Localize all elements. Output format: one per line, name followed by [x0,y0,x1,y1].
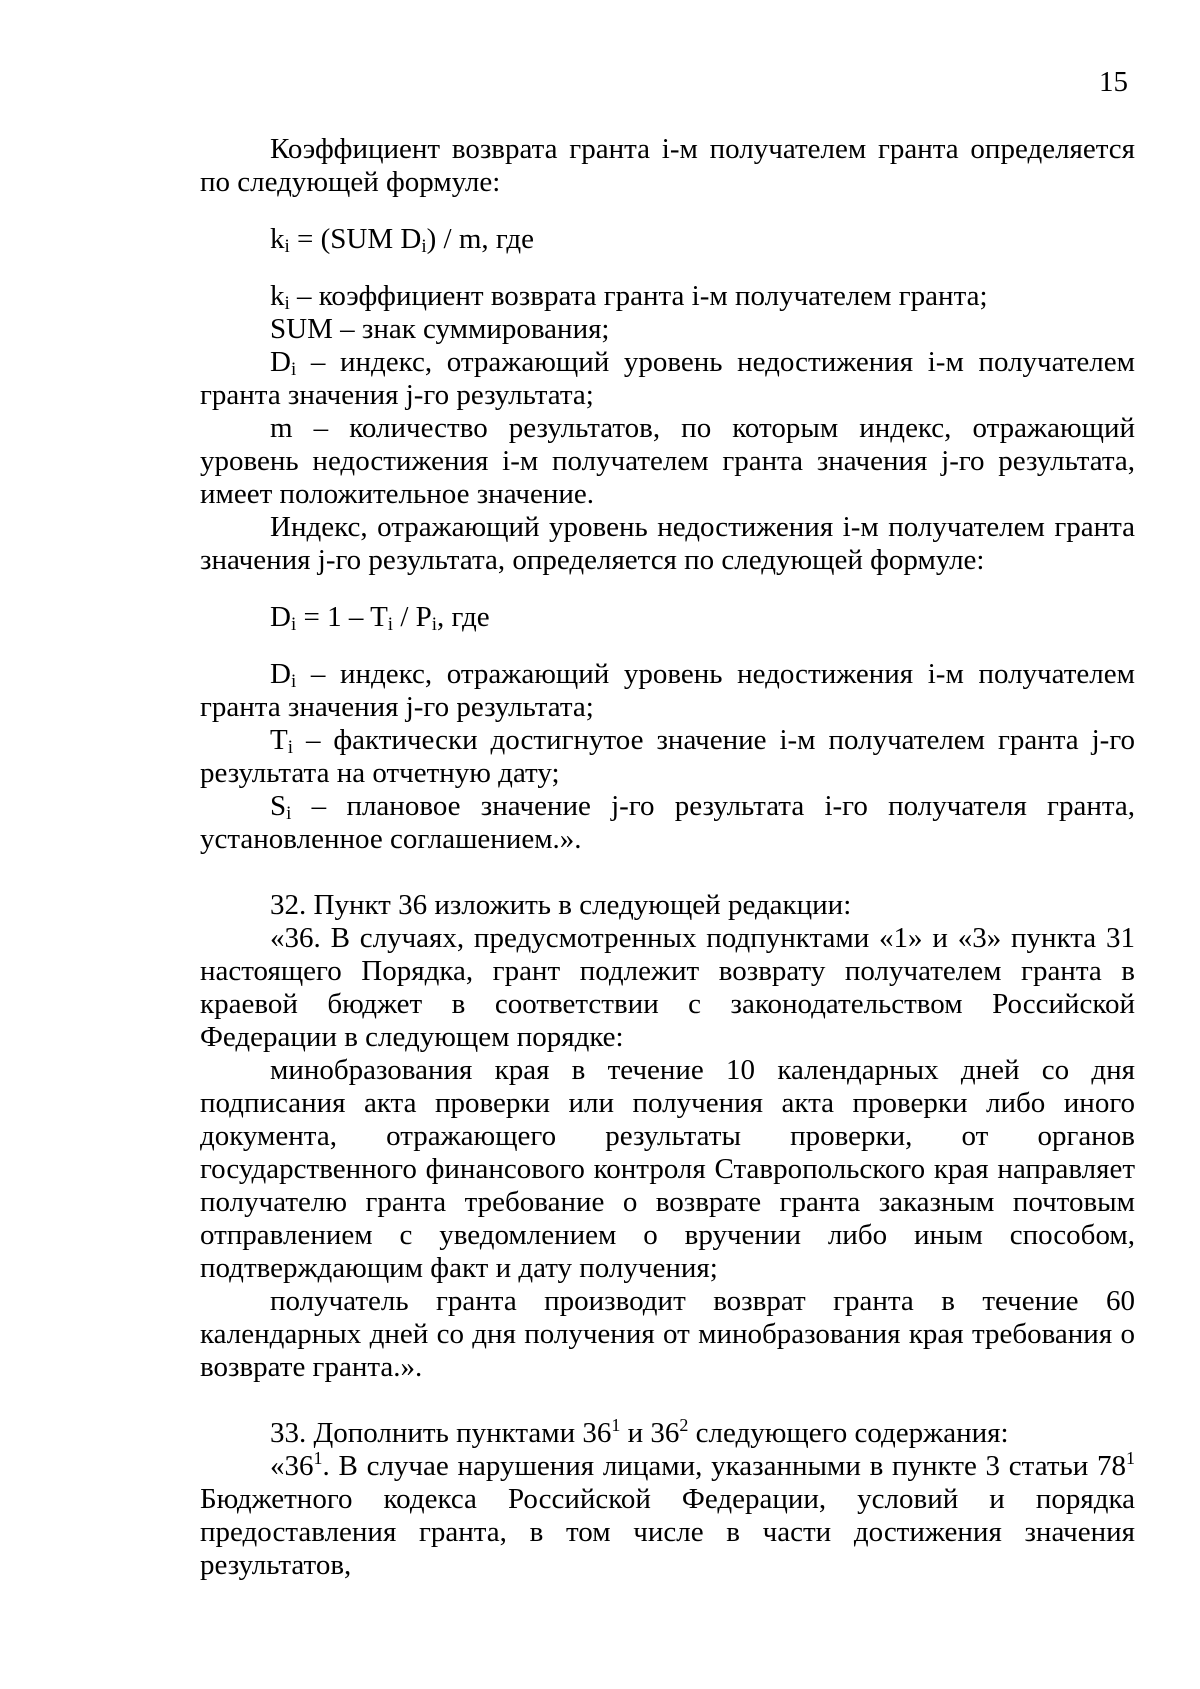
formula-ki-part: = (SUM D [289,223,422,255]
definition-subscript: i [286,803,292,824]
formula-di-part: , где [437,601,490,633]
definition-text: – фактически достигнутое значение i-м получателем гранта j-го результата на отчетную дату; [200,724,1135,789]
document-body [200,133,1135,1582]
definition-symbol: S [270,790,287,822]
definition-text: – индекс, отражающий уровень недостижения i-м получателем гранта значения j-го результата; [200,658,1135,723]
definition-text: – коэффициент возврата гранта i-м получателем гранта; [289,280,988,312]
paragraph-text: и 36 [620,1417,680,1449]
formula-ki-part: k [270,223,285,255]
paragraph-item-36: «36. В случаях, предусмотренных подпунктами «1» и «3» пункта 31 настоящего Порядка, грант подлежит возврату получателем гранта в краевой бюджет в соответствии с законодательством Российской Федерации в следующем порядке: [200,922,1135,1053]
definition-ki [200,280,1135,313]
definition-subscript: i [290,359,297,380]
definition-subscript: i [290,671,297,692]
formula-ki-subscript: i [284,236,290,257]
definition-symbol: k [270,280,285,312]
definition-text: – плановое значение j-го результата i-го получателя гранта, установленное соглашением.». [200,790,1135,855]
paragraph-item-33 [200,1417,1135,1450]
superscript: 1 [611,1415,621,1435]
formula-di [200,601,1135,634]
paragraph-text: следующего содержания: [688,1417,1009,1449]
superscript: 2 [679,1415,689,1435]
definition-subscript: i [287,737,293,758]
definition-ti [200,724,1135,790]
definition-di-2 [200,658,1135,724]
definition-symbol: T [270,724,288,756]
superscript: 1 [1126,1448,1135,1468]
paragraph-text: 33. Дополнить пунктами 36 [270,1417,612,1449]
paragraph-item-32: 32. Пункт 36 изложить в следующей редакции: [270,889,852,921]
paragraph-index-intro: Индекс, отражающий уровень недостижения i-м получателем гранта значения j-го результата, определяется по следующей формуле: [200,511,1135,576]
definition-subscript: i [284,293,290,314]
paragraph-text: . В случае нарушения лицами, указанными в пункте 3 статьи 78 [322,1450,1126,1482]
definition-text: – индекс, отражающий уровень недостижения i-м получателем гранта значения j-го результата; [200,346,1135,411]
formula-di-subscript: i [387,614,394,635]
page-number: 15 [1099,66,1128,98]
formula-di-part: D [270,601,291,633]
formula-di-subscript: i [431,614,438,635]
superscript: 1 [313,1448,323,1468]
paragraph-recipient-return: получатель гранта производит возврат гранта в течение 60 календарных дней со дня получения от минобразования края требования о возврате гранта.». [200,1285,1135,1383]
paragraph-text: Бюджетного кодекса Российской Федерации, условий и порядка предоставления гранта, в том числе в части достижения значения результатов, [200,1483,1135,1581]
formula-di-part: = 1 – T [296,601,388,633]
formula-ki-part: ) / m, где [426,223,534,255]
formula-di-subscript: i [290,614,297,635]
definition-si [200,790,1135,856]
definition-di [200,346,1135,412]
formula-ki [200,223,1135,256]
paragraph-item-36-1 [200,1450,1135,1582]
definition-m: m – количество результатов, по которым индекс, отражающий уровень недостижения i-м получателем гранта значения j-го результата, имеет положительное значение. [200,412,1135,510]
paragraph-coefficient-intro: Коэффициент возврата гранта i-м получателем гранта определяется по следующей формуле: [200,133,1135,198]
formula-ki-subscript: i [421,236,427,257]
formula-di-part: / P [393,601,432,633]
definition-symbol: D [270,658,291,690]
definition-sum: SUM – знак суммирования; [270,313,610,345]
paragraph-minobrazovaniya: минобразования края в течение 10 календарных дней со дня подписания акта проверки или получения акта проверки либо иного документа, отражающего результаты проверки, от органов государственного финансового контроля Ставропольского края направляет получателю гранта требование о возврате гранта заказным почтовым отправлением с уведомлением о вручении либо иным способом, подтверждающим факт и дату получения; [200,1054,1135,1284]
definition-symbol: D [270,346,291,378]
paragraph-text: «36 [270,1450,314,1482]
